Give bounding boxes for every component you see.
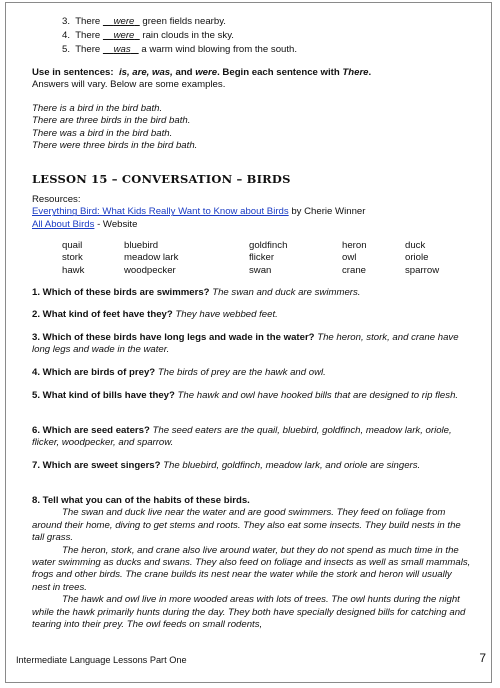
table-cell: owl [342,252,357,264]
example-sentence: There is a bird in the bird bath. [32,103,163,114]
sentences-instruction: Use in sentences: is, are, was, and were. Begin each sentence with There. Answers will vary. Below are some examples. [32,67,372,91]
resources-label: Resources: [32,194,81,205]
habits-paragraph: The swan and duck live near the water and are good swimmers. They feed on foliage from around their home, diving to get stems and roots. They also eat some insects. They build nests in the tall grass. [32,507,461,544]
table-cell: swan [249,264,272,276]
question-6: 6. Which are seed eaters? The seed eaters are the quail, bluebird, goldfinch, meadow lark, oriole, flicker, woodpecker, and sparrow. [32,425,452,449]
example-sentence: There was a bird in the bird bath. [32,127,173,139]
table-cell: stork [62,252,83,264]
footer-book-title: Intermediate Language Lessons Part One [16,655,187,665]
table-cell: sparrow [405,264,440,276]
table-cell: flicker [249,252,275,264]
answer-blank: were [113,30,135,41]
question-2: 2. What kind of feet have they? They have webbed feet. [32,309,278,320]
question-3: 3. Which of these birds have long legs and wade in the water? The heron, stork, and crane have long legs and wade in the water. [32,332,459,356]
website-link[interactable]: All About Birds [32,218,95,230]
habits-paragraph: The hawk and owl live in more wooded areas with lots of trees. The owl hunts during the night while the hawk primarily hunts during the day. They both have specially designed bills for catching and tearing into their prey. The owl feeds on small rodents, [32,594,466,631]
list-item: 3. There were green fields nearby. [62,16,226,27]
question-1: 1. Which of these birds are swimmers? The swan and duck are swimmers. [32,287,361,298]
question-8: 8. Tell what you can of the habits of these birds. The swan and duck live near the water and are good swimmers. They feed on foliage from around their home, diving to get stems and roots. They also eat some insects. They build nests in the tall grass. The heron, stork, and crane also live around water, but they do not spend as much time in the water swimming as ducks and swans. They also feed on foliage and insects as well as small mammals, frogs and other birds. The crane builds its nest near the water while the stork and heron will usually nest in trees. The hawk and owl live in more wooded areas with lots of trees. The owl hunts during the night while the hawk primarily hunts during the day. They both have specially designed bills for catching and tearing into their prey. The owl feeds on small rodents, [32,495,471,631]
table-row [62,252,439,264]
table-cell: oriole [405,252,429,264]
table-cell: meadow lark [124,252,179,264]
question-5: 5. What kind of bills have they? The hawk and owl have hooked bills that are designed to rip flesh. [32,390,459,401]
table-cell: crane [342,264,366,276]
habits-paragraph: The heron, stork, and crane also live around water, but they do not spend as much time in the water swimming as ducks and swans. They also feed on foliage and insects as well as small mammals, frogs and other birds. The crane builds its nest near the water while the stork and heron will usually nest in trees. [32,544,471,593]
question-4: 4. Which are birds of prey? The birds of prey are the hawk and owl. [32,367,326,378]
table-cell: woodpecker [124,264,176,276]
question-7: 7. Which are sweet singers? The bluebird, goldfinch, meadow lark, and oriole are singers. [32,460,421,471]
birds-table [62,240,439,277]
lesson-heading: LESSON 15 – CONVERSATION – BIRDS [32,172,291,186]
fill-in-list [62,15,297,57]
table-cell: duck [405,240,426,251]
answers-note: Answers will vary. Below are some examples. [32,79,226,91]
table-cell: heron [342,240,367,251]
table-cell: quail [62,240,83,251]
table-cell: bluebird [124,240,159,251]
list-item: 5. There was a warm wind blowing from the south. [62,44,298,55]
example-sentence: There were three birds in the bird bath. [32,140,198,152]
example-sentences [32,103,472,153]
resources: Resources: Everything Bird: What Kids Really Want to Know about Birds by Cherie Winner All About Birds - Website [32,194,472,231]
table-row [62,265,439,277]
book-link[interactable]: Everything Bird: What Kids Really Want to Know about Birds [32,206,289,218]
table-row [62,240,439,252]
list-item: 4. There were rain clouds in the sky. [62,30,234,41]
answer-blank: were [113,16,135,27]
table-cell: hawk [62,264,85,276]
example-sentence: There are three birds in the bird bath. [32,115,191,127]
answer-blank: was [113,44,131,55]
page-number: 7 [479,651,486,665]
table-cell: goldfinch [249,240,288,251]
